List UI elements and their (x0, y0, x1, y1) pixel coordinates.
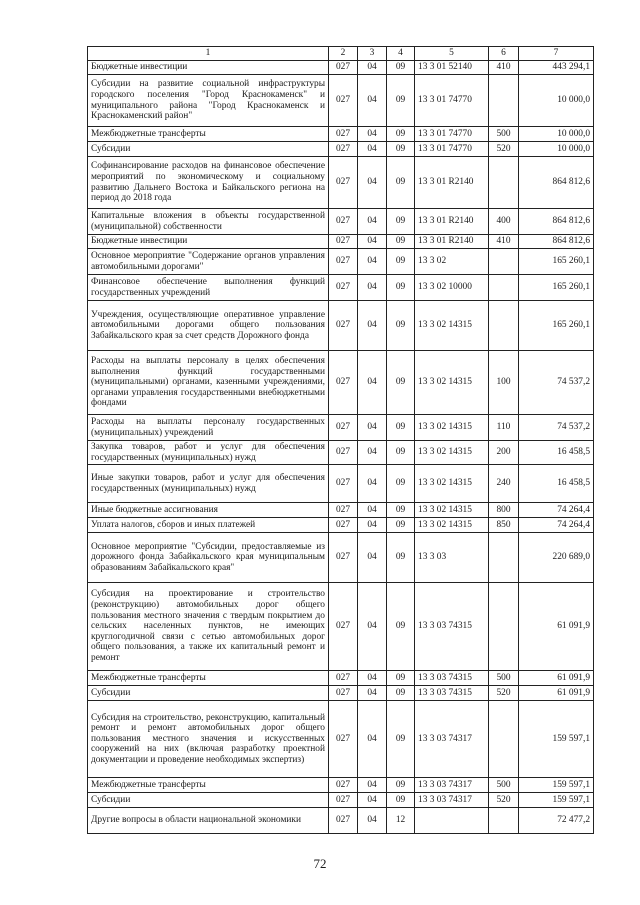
subsection-code: 09 (387, 61, 415, 75)
expense-type-code: 200 (489, 441, 519, 465)
ministry-code: 027 (329, 686, 358, 701)
expense-type-code: 520 (489, 142, 519, 157)
subsection-code: 09 (387, 533, 415, 583)
item-name: Межбюджетные трансферты (88, 671, 329, 686)
target-article-code (415, 808, 489, 834)
target-article-code: 13 3 01 74770 (415, 75, 489, 127)
section-code: 04 (358, 583, 387, 671)
amount-value: 74 537,2 (519, 415, 594, 441)
header-cell: 1 (88, 47, 329, 61)
ministry-code: 027 (329, 778, 358, 793)
table-row (88, 701, 594, 778)
item-name: Расходы на выплаты персоналу государственных (муниципальных) учреждений (88, 415, 329, 441)
table-row (88, 518, 594, 533)
subsection-code: 09 (387, 465, 415, 503)
ministry-code: 027 (329, 415, 358, 441)
item-name: Основное мероприятие "Содержание органов управления автомобильными дорогами" (88, 249, 329, 275)
subsection-code: 09 (387, 209, 415, 235)
ministry-code: 027 (329, 583, 358, 671)
item-name: Финансовое обеспечение выполнения функций государственных учреждений (88, 275, 329, 301)
expense-type-code (489, 157, 519, 209)
expense-type-code (489, 249, 519, 275)
amount-value: 165 260,1 (519, 249, 594, 275)
section-code: 04 (358, 793, 387, 808)
section-code: 04 (358, 301, 387, 351)
expense-type-code: 400 (489, 209, 519, 235)
expense-type-code: 500 (489, 127, 519, 142)
table-row (88, 533, 594, 583)
expense-type-code (489, 275, 519, 301)
item-name: Межбюджетные трансферты (88, 778, 329, 793)
item-name: Иные бюджетные ассигнования (88, 503, 329, 518)
target-article-code: 13 3 02 14315 (415, 351, 489, 415)
subsection-code: 09 (387, 441, 415, 465)
target-article-code: 13 3 01 R2140 (415, 209, 489, 235)
section-code: 04 (358, 441, 387, 465)
amount-value: 61 091,9 (519, 671, 594, 686)
amount-value: 443 294,1 (519, 61, 594, 75)
ministry-code: 027 (329, 61, 358, 75)
expense-type-code (489, 701, 519, 778)
table-row (88, 301, 594, 351)
expense-type-code: 410 (489, 61, 519, 75)
subsection-code: 09 (387, 275, 415, 301)
amount-value: 10 000,0 (519, 142, 594, 157)
table-row (88, 671, 594, 686)
ministry-code: 027 (329, 127, 358, 142)
section-code: 04 (358, 249, 387, 275)
section-code: 04 (358, 518, 387, 533)
target-article-code: 13 3 01 74770 (415, 142, 489, 157)
section-code: 04 (358, 778, 387, 793)
target-article-code: 13 3 02 14315 (415, 415, 489, 441)
table-row (88, 127, 594, 142)
expense-type-code: 240 (489, 465, 519, 503)
section-code: 04 (358, 235, 387, 249)
ministry-code: 027 (329, 671, 358, 686)
subsection-code: 09 (387, 583, 415, 671)
expense-type-code: 100 (489, 351, 519, 415)
target-article-code: 13 3 03 74317 (415, 778, 489, 793)
ministry-code: 027 (329, 157, 358, 209)
section-code: 04 (358, 275, 387, 301)
table-row (88, 808, 594, 834)
subsection-code: 09 (387, 778, 415, 793)
table-row (88, 583, 594, 671)
target-article-code: 13 3 03 74317 (415, 701, 489, 778)
amount-value: 74 537,2 (519, 351, 594, 415)
ministry-code: 027 (329, 808, 358, 834)
subsection-code: 09 (387, 686, 415, 701)
ministry-code: 027 (329, 793, 358, 808)
target-article-code: 13 3 01 74770 (415, 127, 489, 142)
header-cell: 4 (387, 47, 415, 61)
target-article-code: 13 3 02 10000 (415, 275, 489, 301)
section-code: 04 (358, 465, 387, 503)
subsection-code: 09 (387, 701, 415, 778)
section-code: 04 (358, 808, 387, 834)
ministry-code: 027 (329, 249, 358, 275)
expense-type-code: 410 (489, 235, 519, 249)
amount-value: 220 689,0 (519, 533, 594, 583)
expense-type-code (489, 533, 519, 583)
amount-value: 10 000,0 (519, 75, 594, 127)
expense-type-code: 520 (489, 686, 519, 701)
item-name: Закупка товаров, работ и услуг для обеспечения государственных (муниципальных) нужд (88, 441, 329, 465)
budget-table (87, 46, 594, 834)
amount-value: 159 597,1 (519, 793, 594, 808)
amount-value: 165 260,1 (519, 301, 594, 351)
section-code: 04 (358, 209, 387, 235)
subsection-code: 09 (387, 415, 415, 441)
target-article-code: 13 3 02 (415, 249, 489, 275)
expense-type-code: 110 (489, 415, 519, 441)
table-row (88, 441, 594, 465)
section-code: 04 (358, 127, 387, 142)
amount-value: 16 458,5 (519, 465, 594, 503)
table-row (88, 778, 594, 793)
amount-value: 61 091,9 (519, 686, 594, 701)
subsection-code: 09 (387, 157, 415, 209)
expense-type-code (489, 808, 519, 834)
expense-type-code: 520 (489, 793, 519, 808)
ministry-code: 027 (329, 465, 358, 503)
subsection-code: 09 (387, 249, 415, 275)
table-row (88, 142, 594, 157)
item-name: Уплата налогов, сборов и иных платежей (88, 518, 329, 533)
ministry-code: 027 (329, 75, 358, 127)
target-article-code: 13 3 01 R2140 (415, 157, 489, 209)
ministry-code: 027 (329, 209, 358, 235)
amount-value: 10 000,0 (519, 127, 594, 142)
amount-value: 159 597,1 (519, 778, 594, 793)
target-article-code: 13 3 02 14315 (415, 301, 489, 351)
item-name: Субсидии (88, 142, 329, 157)
ministry-code: 027 (329, 701, 358, 778)
subsection-code: 09 (387, 503, 415, 518)
item-name: Субсидии на развитие социальной инфраструктуры городского поселения "Город Краснокаменск" и муниципального района "Город Краснокаменск и Краснокаменский район" (88, 75, 329, 127)
ministry-code: 027 (329, 533, 358, 583)
header-row (88, 47, 594, 61)
ministry-code: 027 (329, 301, 358, 351)
target-article-code: 13 3 03 (415, 533, 489, 583)
target-article-code: 13 3 03 74315 (415, 583, 489, 671)
section-code: 04 (358, 686, 387, 701)
section-code: 04 (358, 75, 387, 127)
subsection-code: 09 (387, 351, 415, 415)
table-row (88, 503, 594, 518)
expense-type-code (489, 583, 519, 671)
item-name: Бюджетные инвестиции (88, 235, 329, 249)
amount-value: 72 477,2 (519, 808, 594, 834)
target-article-code: 13 3 03 74317 (415, 793, 489, 808)
item-name: Основное мероприятие "Субсидии, предоставляемые из дорожного фонда Забайкальского края муниципальным образованиям Забайкальского края" (88, 533, 329, 583)
subsection-code: 09 (387, 127, 415, 142)
amount-value: 864 812,6 (519, 157, 594, 209)
header-cell: 6 (489, 47, 519, 61)
header-cell: 5 (415, 47, 489, 61)
ministry-code: 027 (329, 275, 358, 301)
table-row (88, 157, 594, 209)
section-code: 04 (358, 503, 387, 518)
ministry-code: 027 (329, 503, 358, 518)
target-article-code: 13 3 01 R2140 (415, 235, 489, 249)
expense-type-code (489, 75, 519, 127)
subsection-code: 12 (387, 808, 415, 834)
ministry-code: 027 (329, 518, 358, 533)
item-name: Бюджетные инвестиции (88, 61, 329, 75)
ministry-code: 027 (329, 351, 358, 415)
page-number: 72 (313, 856, 327, 871)
expense-type-code: 500 (489, 671, 519, 686)
amount-value: 159 597,1 (519, 701, 594, 778)
expense-type-code: 850 (489, 518, 519, 533)
table-row (88, 235, 594, 249)
item-name: Софинансирование расходов на финансовое обеспечение мероприятий по экономическому и социальному развитию Дальнего Востока и Байкальского региона на период до 2018 года (88, 157, 329, 209)
item-name: Другие вопросы в области национальной экономики (88, 808, 329, 834)
section-code: 04 (358, 671, 387, 686)
target-article-code: 13 3 03 74315 (415, 671, 489, 686)
amount-value: 864 812,6 (519, 209, 594, 235)
item-name: Капитальные вложения в объекты государственной (муниципальной) собственности (88, 209, 329, 235)
table-row (88, 209, 594, 235)
table-row (88, 465, 594, 503)
subsection-code: 09 (387, 235, 415, 249)
table-row (88, 75, 594, 127)
table-row (88, 249, 594, 275)
amount-value: 165 260,1 (519, 275, 594, 301)
item-name: Субсидии (88, 793, 329, 808)
target-article-code: 13 3 02 14315 (415, 441, 489, 465)
section-code: 04 (358, 61, 387, 75)
target-article-code: 13 3 03 74315 (415, 686, 489, 701)
target-article-code: 13 3 01 52140 (415, 61, 489, 75)
expense-type-code: 500 (489, 778, 519, 793)
section-code: 04 (358, 533, 387, 583)
table-row (88, 793, 594, 808)
ministry-code: 027 (329, 441, 358, 465)
item-name: Расходы на выплаты персоналу в целях обеспечения выполнения функций государственными (муниципальными) органами, казенными учреждениями, органами управления государственными внебюджетными фондами (88, 351, 329, 415)
header-cell: 2 (329, 47, 358, 61)
target-article-code: 13 3 02 14315 (415, 465, 489, 503)
section-code: 04 (358, 351, 387, 415)
amount-value: 61 091,9 (519, 583, 594, 671)
item-name: Субсидия на проектирование и строительство (реконструкцию) автомобильных дорог общего пользования местного значения с твердым покрытием до сельских населенных пунктов, не имеющих круглогодичной связи с сетью автомобильных дорог общего пользования, а также их капитальный ремонт и ремонт (88, 583, 329, 671)
amount-value: 864 812,6 (519, 235, 594, 249)
section-code: 04 (358, 701, 387, 778)
item-name: Иные закупки товаров, работ и услуг для обеспечения государственных (муниципальных) нужд (88, 465, 329, 503)
item-name: Субсидии (88, 686, 329, 701)
subsection-code: 09 (387, 793, 415, 808)
item-name: Учреждения, осуществляющие оперативное управление автомобильными дорогами общего пользования Забайкальского края за счет средств Дорожного фонда (88, 301, 329, 351)
header-cell: 7 (519, 47, 594, 61)
section-code: 04 (358, 142, 387, 157)
target-article-code: 13 3 02 14315 (415, 518, 489, 533)
header-cell: 3 (358, 47, 387, 61)
section-code: 04 (358, 415, 387, 441)
amount-value: 16 458,5 (519, 441, 594, 465)
expense-type-code (489, 301, 519, 351)
table-row (88, 275, 594, 301)
item-name: Межбюджетные трансферты (88, 127, 329, 142)
amount-value: 74 264,4 (519, 503, 594, 518)
subsection-code: 09 (387, 142, 415, 157)
expense-type-code: 800 (489, 503, 519, 518)
section-code: 04 (358, 157, 387, 209)
subsection-code: 09 (387, 671, 415, 686)
subsection-code: 09 (387, 518, 415, 533)
item-name: Субсидия на строительство, реконструкцию, капитальный ремонт и ремонт автомобильных дорог общего пользования местного значения и искусственных сооружений на них (включая разработку проектной документации и проведение необходимых экспертиз) (88, 701, 329, 778)
subsection-code: 09 (387, 75, 415, 127)
table-row (88, 351, 594, 415)
target-article-code: 13 3 02 14315 (415, 503, 489, 518)
ministry-code: 027 (329, 142, 358, 157)
table-row (88, 61, 594, 75)
table-row (88, 415, 594, 441)
subsection-code: 09 (387, 301, 415, 351)
ministry-code: 027 (329, 235, 358, 249)
table-row (88, 686, 594, 701)
amount-value: 74 264,4 (519, 518, 594, 533)
